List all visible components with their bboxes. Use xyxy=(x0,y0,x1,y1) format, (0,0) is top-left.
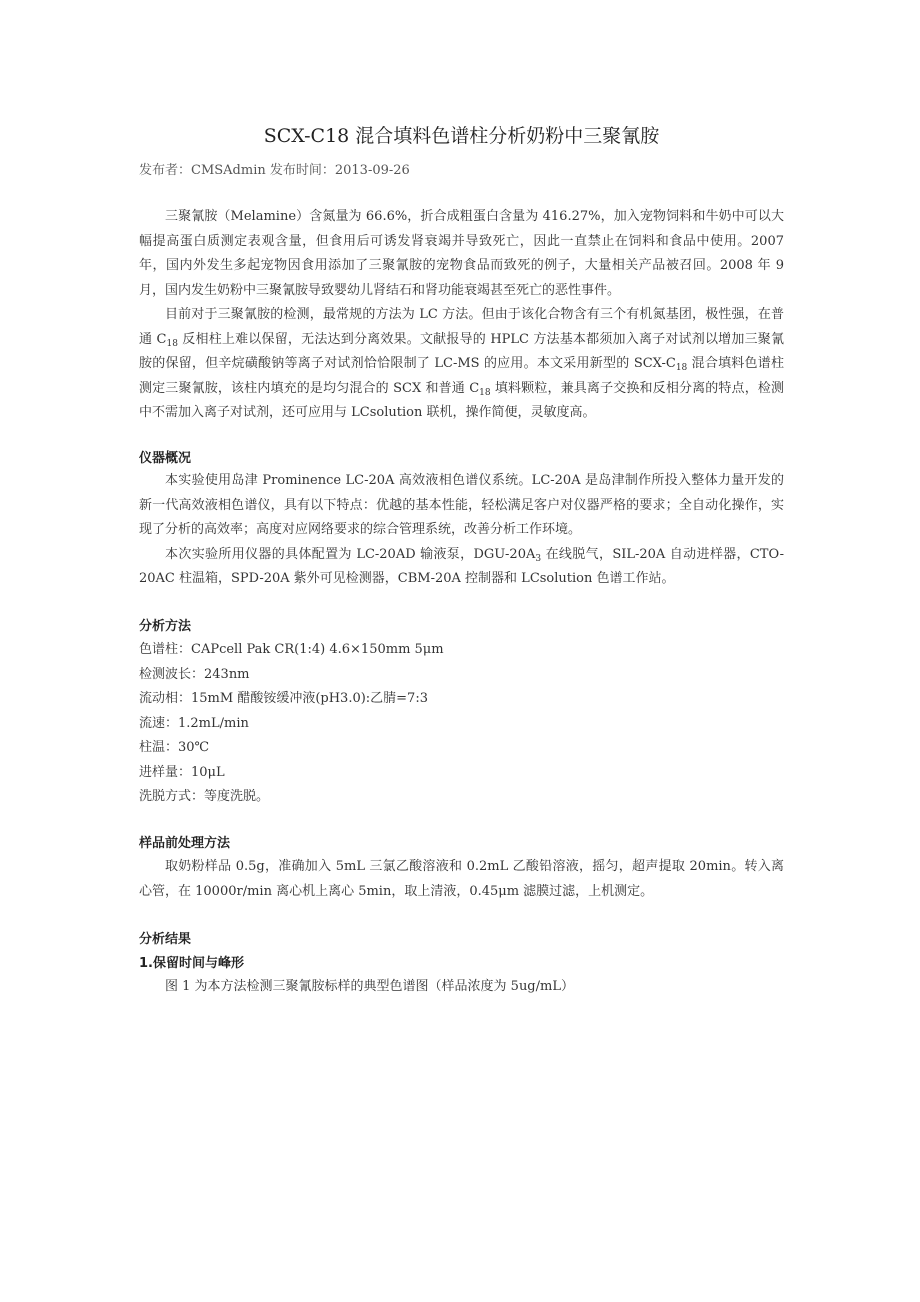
intro-section xyxy=(139,205,784,426)
results-paragraph: 图 1 为本方法检测三聚氰胺标样的典型色谱图（样品浓度为 5ug/mL） xyxy=(165,979,574,994)
intro-p2-text-a: 目前对于三聚氰胺的检测，最常规的方法为 LC 方法。但由于该化合物含有三个有机氮基团，极性强，在普通 C xyxy=(139,307,784,347)
page-title: SCX-C18 混合填料色谱柱分析奶粉中三聚氰胺 xyxy=(263,125,660,147)
instrument-paragraph-2 xyxy=(139,543,784,592)
subscript: 18 xyxy=(675,363,688,373)
method-heading: 分析方法 xyxy=(139,619,192,634)
instrument-paragraph-1: 本实验使用岛津 Prominence LC-20A 高效液相色谱仪系统。LC-20A 是岛津制作所投入整体力量开发的新一代高效液相色谱仪，具有以下特点：优越的基本性能，轻松满足客户对仪器严格的要求；全自动化操作，实现了分析的高效率；高度对应网络要求的综合管理系统，改善分析工作环境。 xyxy=(139,473,784,537)
results-section xyxy=(139,975,784,1000)
instrument-p2-text-a: 本次实验所用仪器的具体配置为 LC-20AD 输液泵，DGU-20A xyxy=(165,546,536,562)
method-item-injection-volume: 进样量：10μL xyxy=(139,764,225,780)
method-item-column: 色谱柱：CAPcell Pak CR(1:4) 4.6×150mm 5μm xyxy=(139,642,444,657)
intro-paragraph-2 xyxy=(139,303,784,426)
subscript: 18 xyxy=(479,387,491,398)
sample-heading: 样品前处理方法 xyxy=(139,836,231,851)
method-item-column-temp: 柱温：30℃ xyxy=(139,740,210,755)
method-item-flow-rate: 流速：1.2mL/min xyxy=(139,715,249,731)
sample-section xyxy=(139,855,784,904)
method-item-wavelength: 检测波长：243nm xyxy=(139,666,250,682)
intro-p2-text-d: 填料颗粒，兼具离子交换和反相分离的特点，检测中不需加入离子对试剂，还可应用与 LCsolution 联机，操作简便，灵敏度高。 xyxy=(139,380,784,420)
intro-paragraph-1: 三聚氰胺（Melamine）含氮量为 66.6%，折合成粗蛋白含量为 416.27%，加入宠物饲料和牛奶中可以大幅提高蛋白质测定表观含量，但食用后可诱发肾衰竭并导致死亡，因此一直禁止在饲料和食品中使用。2007 年，国内外发生多起宠物因食用添加了三聚氰胺的宠物食品而致死的例子，大量相关产品被召回。2008 年 9 月，国内发生奶粉中三聚氰胺导致婴幼儿肾结石和肾功能衰竭甚至死亡的恶性事件。 xyxy=(139,209,784,298)
instrument-p2-text-b: 在线脱气，SIL-20A 自动进样器，CTO-20AC 柱温箱，SPD-20A 紫外可见检测器，CBM-20A 控制器和 LCsolution 色谱工作站。 xyxy=(139,546,785,586)
results-subheading: 1.保留时间与峰形 xyxy=(139,956,244,971)
publish-meta: 发布者：CMSAdmin 发布时间：2013-09-26 xyxy=(139,163,410,178)
intro-p2-text-c: 混合填料色谱柱测定三聚氰胺，该柱内填充的是均匀混合的 SCX 和普通 C xyxy=(139,356,784,396)
subscript: 18 xyxy=(166,338,178,349)
intro-p2-text-b: 反相柱上难以保留，无法达到分离效果。文献报导的 HPLC 方法基本都须加入离子对试剂以增加三聚氰胺的保留，但辛烷磺酸钠等离子对试剂恰恰限制了 LC-MS 的应用。本文采用新型的 SCX-C xyxy=(139,331,784,371)
method-list xyxy=(139,638,784,810)
results-heading: 分析结果 xyxy=(139,932,192,947)
method-item-elution-mode: 洗脱方式：等度洗脱。 xyxy=(139,789,270,804)
instrument-heading: 仪器概况 xyxy=(139,451,192,466)
instrument-section xyxy=(139,469,784,592)
subscript: 3 xyxy=(535,553,542,564)
sample-paragraph: 取奶粉样品 0.5g，准确加入 5mL 三氯乙酸溶液和 0.2mL 乙酸铅溶液，摇匀，超声提取 20min。转入离心管，在 10000r/min 离心机上离心 5min，取上清液，0.45μm 滤膜过滤，上机测定。 xyxy=(139,859,784,899)
method-item-mobile-phase: 流动相：15mM 醋酸铵缓冲液(pH3.0):乙腈=7:3 xyxy=(139,691,428,706)
